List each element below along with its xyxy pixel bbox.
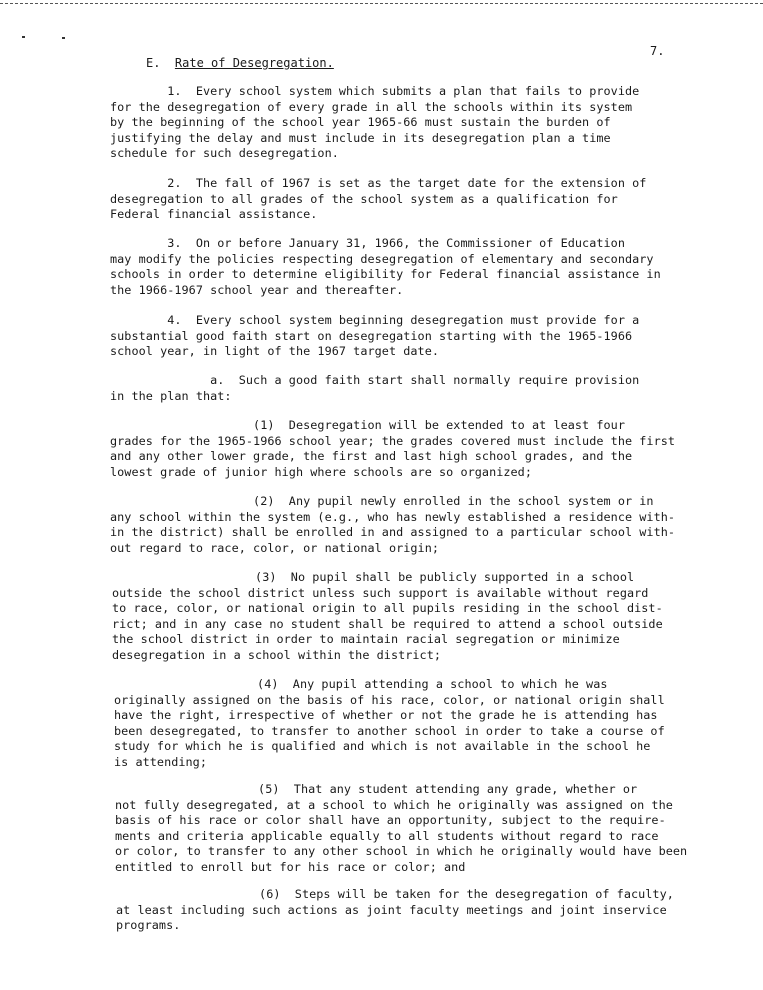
text-line: in the district) shall be enrolled in and assigned to a particular school with- [110, 525, 676, 540]
text-line: been desegregated, to transfer to another school in order to take a course of [114, 723, 665, 738]
section-heading [146, 56, 334, 70]
item-2 [110, 494, 675, 556]
text-line: a. Such a good faith start shall normally require provision [110, 373, 640, 387]
text-line: or color, to transfer to any other school in which he originally would have been [115, 844, 688, 859]
text-line: (6) Steps will be taken for the desegregation of faculty, [116, 887, 674, 901]
text-line: to race, color, or national origin to all pupils residing in the school dist- [112, 601, 663, 616]
text-line: (4) Any pupil attending a school to which he was [114, 677, 608, 691]
item-6 [116, 887, 674, 934]
item-5 [115, 782, 687, 876]
text-line: the school district in order to maintain racial segregation or minimize [112, 632, 620, 647]
page-top-dashed-border [0, 3, 763, 4]
text-line: schools in order to determine eligibility for Federal financial assistance in [110, 267, 661, 282]
text-line: rict; and in any case no student shall be required to attend a school outside [112, 616, 663, 631]
text-line: justifying the delay and must include in its desegregation plan a time [110, 130, 611, 145]
text-line: programs. [116, 918, 181, 933]
text-line: desegregation to all grades of the school system as a qualification for [110, 191, 618, 206]
text-line: entitled to enroll but for his race or color; and [115, 859, 466, 874]
page-number: 7. [650, 44, 665, 58]
text-line: 3. On or before January 31, 1966, the Commissioner of Education [110, 236, 625, 250]
paragraph-3 [110, 236, 661, 298]
text-line: and any other lower grade, the first and last high school grades, and the [110, 449, 633, 464]
text-line: any school within the system (e.g., who has newly established a residence with- [110, 509, 676, 524]
item-3 [112, 570, 663, 664]
paragraph-4 [110, 313, 639, 360]
text-line: school year, in light of the 1967 target date. [110, 344, 440, 359]
paragraph-2 [110, 176, 646, 223]
section-title: Rate of Desegregation. [174, 56, 334, 70]
text-line: lowest grade of junior high where schools are so organized; [110, 464, 532, 479]
paragraph-1 [110, 84, 639, 162]
text-line: Federal financial assistance. [110, 207, 318, 222]
text-line: have the right, irrespective of whether or not the grade he is attending has [114, 708, 658, 723]
text-line: 1. Every school system which submits a plan that fails to provide [110, 84, 640, 98]
text-line: at least including such actions as joint faculty meetings and joint inservice [116, 902, 667, 917]
text-line: (2) Any pupil newly enrolled in the school system or in [110, 494, 654, 508]
item-4 [114, 677, 665, 771]
text-line: 4. Every school system beginning desegregation must provide for a [110, 313, 640, 327]
text-line: out regard to race, color, or national origin; [110, 540, 440, 555]
text-line: (1) Desegregation will be extended to at least four [110, 418, 625, 432]
subparagraph-a [110, 373, 639, 404]
scan-speck [62, 37, 65, 39]
text-line: by the beginning of the school year 1965-66 must sustain the burden of [110, 115, 611, 130]
text-line: substantial good faith start on desegregation starting with the 1965-1966 [110, 328, 633, 343]
text-line: desegregation in a school within the district; [112, 647, 442, 662]
text-line: originally assigned on the basis of his race, color, or national origin shall [114, 692, 665, 707]
text-line: schedule for such desegregation. [110, 146, 339, 161]
text-line: grades for the 1965-1966 school year; the grades covered must include the first [110, 433, 676, 448]
text-line: the 1966-1967 school year and thereafter. [110, 282, 404, 297]
text-line: basis of his race or color shall have an opportunity, subject to the require- [115, 813, 666, 828]
scan-speck [22, 36, 25, 38]
text-line: in the plan that: [110, 388, 232, 403]
text-line: is attending; [114, 754, 207, 769]
item-1 [110, 418, 675, 480]
section-letter: E. [146, 56, 161, 70]
text-line: study for which he is qualified and which is not available in the school he [114, 739, 651, 754]
text-line: (3) No pupil shall be publicly supported in a school [112, 570, 635, 584]
text-line: (5) That any student attending any grade, whether or [115, 782, 638, 796]
text-line: ments and criteria applicable equally to all students without regard to race [115, 828, 659, 843]
text-line: may modify the policies respecting desegregation of elementary and secondary [110, 251, 654, 266]
text-line: for the desegregation of every grade in all the schools within its system [110, 99, 633, 114]
text-line: not fully desegregated, at a school to which he originally was assigned on the [115, 797, 673, 812]
text-line: 2. The fall of 1967 is set as the target date for the extension of [110, 176, 647, 190]
text-line: outside the school district unless such support is available without regard [112, 585, 649, 600]
